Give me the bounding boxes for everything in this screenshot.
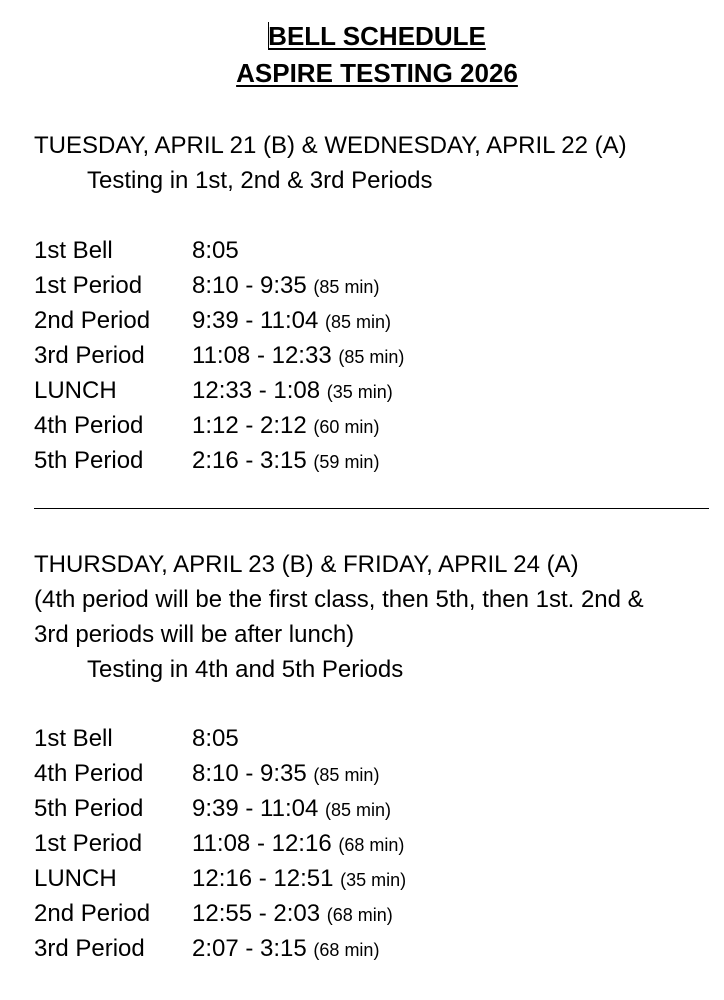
period-duration: (85 min) (325, 800, 392, 820)
period-duration: (85 min) (313, 765, 380, 785)
page-subtitle: ASPIRE TESTING 2026 (236, 58, 518, 88)
period-label: 5th Period (34, 795, 144, 822)
period-label: 3rd Period (34, 342, 145, 369)
period-duration: (68 min) (313, 940, 380, 960)
period-time: 8:10 - 9:35 (85 min) (192, 760, 380, 787)
section2-heading: THURSDAY, APRIL 23 (B) & FRIDAY, APRIL 24 (A) (34, 551, 579, 578)
page-title: BELL SCHEDULE (268, 21, 486, 51)
section1-heading: TUESDAY, APRIL 21 (B) & WEDNESDAY, APRIL 22 (A) (34, 132, 627, 159)
section2-note-line1: (4th period will be the first class, then 5th, then 1st. 2nd & (34, 586, 644, 613)
period-time: 2:16 - 3:15 (59 min) (192, 447, 380, 474)
period-duration: (85 min) (313, 277, 380, 297)
period-duration: (68 min) (326, 905, 393, 925)
period-duration: (59 min) (313, 452, 380, 472)
period-label: LUNCH (34, 377, 117, 404)
period-duration: (85 min) (325, 312, 392, 332)
period-time: 2:07 - 3:15 (68 min) (192, 935, 380, 962)
period-duration: (35 min) (340, 870, 407, 890)
period-time: 1:12 - 2:12 (60 min) (192, 412, 380, 439)
period-label: 1st Period (34, 830, 143, 857)
period-duration: (60 min) (313, 417, 380, 437)
period-time: 11:08 - 12:16 (68 min) (192, 830, 405, 857)
period-duration: (68 min) (338, 835, 405, 855)
period-label: 3rd Period (34, 935, 145, 962)
period-time: 11:08 - 12:33 (85 min) (192, 342, 405, 369)
period-time: 8:05 (192, 725, 239, 752)
section1-subheading: Testing in 1st, 2nd & 3rd Periods (87, 167, 433, 194)
period-label: LUNCH (34, 865, 117, 892)
period-label: 2nd Period (34, 900, 151, 927)
period-label: 2nd Period (34, 307, 151, 334)
period-label: 1st Period (34, 272, 143, 299)
period-label: 5th Period (34, 447, 144, 474)
period-time: 12:55 - 2:03 (68 min) (192, 900, 393, 927)
section2-note-line2: 3rd periods will be after lunch) (34, 621, 355, 648)
period-duration: (35 min) (326, 382, 393, 402)
period-duration: (85 min) (338, 347, 405, 367)
period-time: 12:33 - 1:08 (35 min) (192, 377, 393, 404)
period-time: 8:05 (192, 237, 239, 264)
period-label: 1st Bell (34, 725, 113, 752)
period-label: 4th Period (34, 412, 144, 439)
period-time: 12:16 - 12:51 (35 min) (192, 865, 407, 892)
period-time: 8:10 - 9:35 (85 min) (192, 272, 380, 299)
period-label: 1st Bell (34, 237, 113, 264)
period-label: 4th Period (34, 760, 144, 787)
section2-subheading: Testing in 4th and 5th Periods (87, 656, 404, 683)
period-time: 9:39 - 11:04 (85 min) (192, 307, 392, 334)
period-time: 9:39 - 11:04 (85 min) (192, 795, 392, 822)
horizontal-divider (34, 508, 709, 509)
